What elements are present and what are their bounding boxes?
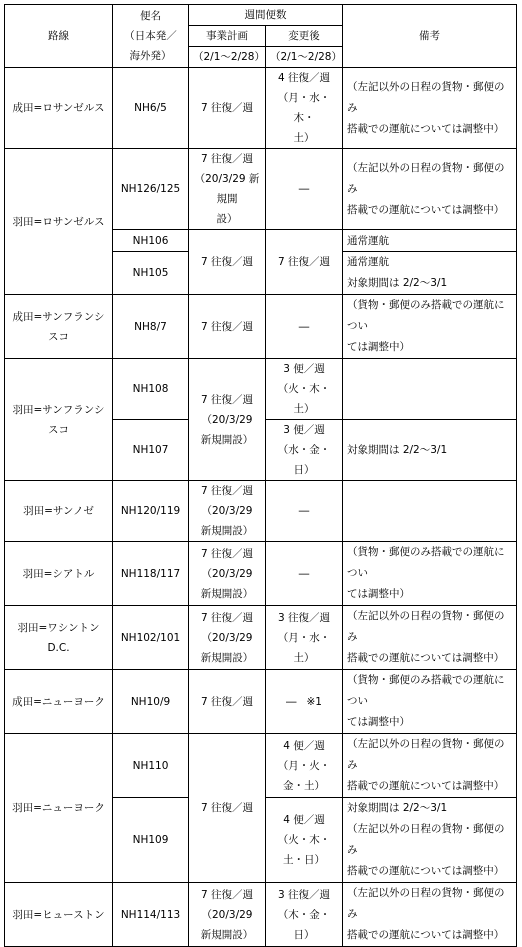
note-cell: 通常運航 対象期間は 2/2～3/1 [343,252,517,295]
plan-cell: 7 往復／週 [189,230,266,295]
table-row [5,606,517,670]
flight-cell: NH107 [113,420,189,481]
changed-cell: 3 便／週 （火・木・土） [266,359,343,420]
plan-cell: 7 往復／週 [189,68,266,149]
note-cell: （貨物・郵便のみ搭載での運航につい ては調整中） [343,295,517,359]
table-row [5,149,517,230]
table-row [5,359,517,420]
flight-cell: NH108 [113,359,189,420]
note-cell: 通常運航 [343,230,517,252]
flight-cell: NH110 [113,734,189,798]
note-cell: （貨物・郵便のみ搭載での運航につい ては調整中） [343,542,517,606]
flight-cell: NH102/101 [113,606,189,670]
changed-cell: 7 往復／週 [266,230,343,295]
header-plan-period: （2/1～2/28） [189,47,266,68]
table-row [5,883,517,947]
note-cell: （左記以外の日程の貨物・郵便のみ 搭載での運航については調整中） [343,606,517,670]
changed-cell: ― [266,295,343,359]
note-cell: 対象期間は 2/2～3/1 （左記以外の日程の貨物・郵便のみ 搭載での運航については調整中） [343,798,517,883]
changed-cell: 4 便／週 （火・木・土・日） [266,798,343,883]
plan-cell: 7 往復／週 [189,295,266,359]
route-cell: 羽田=ヒューストン [5,883,113,947]
route-cell: 羽田=ニューヨーク [5,734,113,883]
table-row [5,734,517,798]
changed-cell: 3 便／週 （水・金・日） [266,420,343,481]
header-route: 路線 [5,5,113,68]
changed-cell: 3 往復／週 （木・金・日） [266,883,343,947]
route-cell: 羽田=ロサンゼルス [5,149,113,295]
footnote-mark: ※1 [306,695,322,708]
note-cell [343,359,517,420]
plan-cell: 7 往復／週 [189,670,266,734]
note-cell: （左記以外の日程の貨物・郵便のみ 搭載での運航については調整中） [343,149,517,230]
table-row [5,481,517,542]
header-note: 備考 [343,5,517,68]
note-cell: 対象期間は 2/2～3/1 [343,420,517,481]
flight-cell: NH105 [113,252,189,295]
flight-cell: NH126/125 [113,149,189,230]
route-cell: 成田=ロサンゼルス [5,68,113,149]
route-cell: 羽田=シアトル [5,542,113,606]
flight-cell: NH118/117 [113,542,189,606]
plan-cell: 7 往復／週 （20/3/29 新規開設） [189,542,266,606]
note-cell: （貨物・郵便のみ搭載での運航につい ては調整中） [343,670,517,734]
note-cell: （左記以外の日程の貨物・郵便のみ 搭載での運航については調整中） [343,734,517,798]
table-row [5,295,517,359]
table-row [5,68,517,149]
note-cell: （左記以外の日程の貨物・郵便のみ 搭載での運航については調整中） [343,883,517,947]
changed-cell: ― [266,542,343,606]
changed-cell: ― [266,149,343,230]
header-weekly: 週間便数 [189,5,343,26]
header-plan: 事業計画 [189,26,266,47]
plan-cell: 7 往復／週 （20/3/29 新規開設） [189,606,266,670]
plan-cell: 7 往復／週 （20/3/29 新規開設） [189,883,266,947]
route-cell: 羽田=サンノゼ [5,481,113,542]
flight-cell: NH109 [113,798,189,883]
flight-cell: NH10/9 [113,670,189,734]
changed-cell: ― [266,481,343,542]
changed-cell: 4 便／週 （月・火・金・土） [266,734,343,798]
table-row [5,542,517,606]
flight-cell: NH8/7 [113,295,189,359]
changed-cell: ― ※1 [266,670,343,734]
route-cell: 羽田=ワシントン D.C. [5,606,113,670]
route-cell: 羽田=サンフランシスコ [5,359,113,481]
changed-cell: 3 往復／週 （月・水・土） [266,606,343,670]
header-changed: 変更後 [266,26,343,47]
plan-cell: 7 往復／週 （20/3/29 新規開設） [189,481,266,542]
flight-cell: NH114/113 [113,883,189,947]
plan-cell: 7 往復／週 （20/3/29 新規開 設） [189,149,266,230]
note-cell: （左記以外の日程の貨物・郵便のみ 搭載での運航については調整中） [343,68,517,149]
header-changed-period: （2/1～2/28） [266,47,343,68]
route-cell: 成田=ニューヨーク [5,670,113,734]
changed-cell: 4 往復／週 （月・水・木・ 土） [266,68,343,149]
table-row [5,670,517,734]
route-cell: 成田=サンフランシスコ [5,295,113,359]
plan-cell: 7 往復／週 [189,734,266,883]
flight-cell: NH6/5 [113,68,189,149]
plan-cell: 7 往復／週 （20/3/29 新規開設） [189,359,266,481]
flight-cell: NH106 [113,230,189,252]
flight-schedule-table [4,4,517,947]
note-cell [343,481,517,542]
header-flight: 便名 （日本発／ 海外発） [113,5,189,68]
flight-cell: NH120/119 [113,481,189,542]
